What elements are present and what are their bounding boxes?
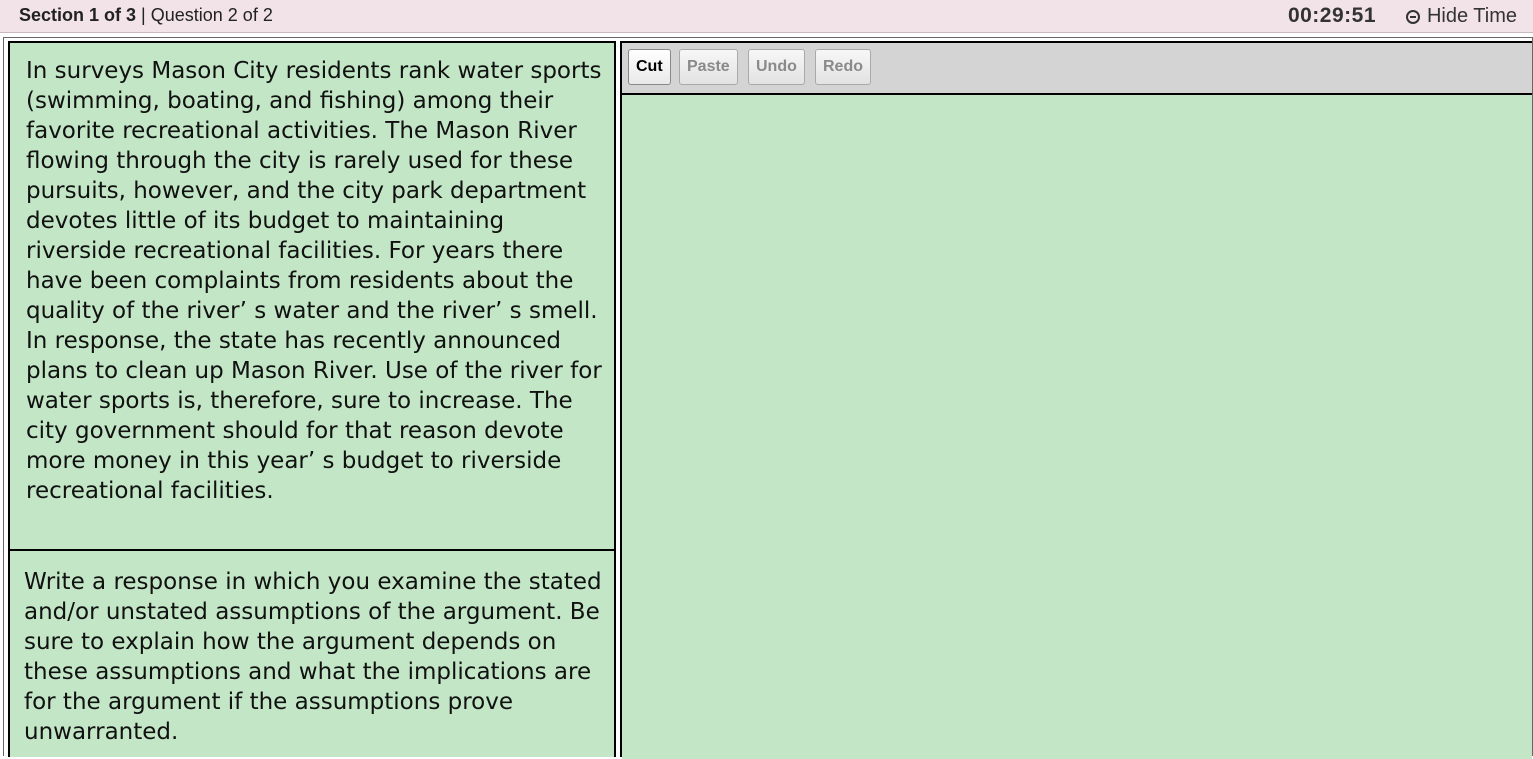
task-prompt: Write a response in which you examine the stated and/or unstated assumptions of the argument. Be sure to explain how the argument depends on these assumptions and what the implications are for the argument if the assumptions prove unwarranted.: [24, 569, 602, 745]
top-bar: [0, 0, 1533, 33]
cut-button[interactable]: Cut: [628, 49, 671, 85]
argument-passage: In surveys Mason City residents rank water sports (swimming, boating, and fishing) among their favorite recreational activities. The Mason River flowing through the city is rarely used for these pursuits, however, and the city park department devotes little of its budget to maintaining riverside recreational facilities. For years there have been complaints from residents about the quality of the river’ s water and the river’ s smell. In response, the state has recently announced plans to clean up Mason River. Use of the river for water sports is, therefore, sure to increase. The city government should for that reason devote more money in this year’ s budget to riverside recreational facilities.: [10, 43, 614, 551]
undo-button[interactable]: Undo: [748, 49, 805, 85]
section-progress: [19, 5, 273, 26]
minus-circle-icon: [1406, 10, 1420, 24]
hide-time-label: Hide Time: [1426, 5, 1517, 27]
main-area: [3, 37, 1533, 756]
response-panel: [620, 41, 1532, 757]
hide-time-button[interactable]: [1406, 5, 1517, 28]
question-panel: [8, 41, 616, 757]
timer: 00:29:51: [1287, 4, 1376, 27]
separator: |: [141, 5, 146, 25]
editor-toolbar: [622, 43, 1532, 95]
response-editor[interactable]: [622, 95, 1532, 759]
question-label: Question 2 of 2: [150, 5, 273, 25]
redo-button[interactable]: Redo: [815, 49, 871, 85]
section-label: Section 1 of 3: [19, 5, 137, 25]
paste-button[interactable]: Paste: [679, 49, 738, 85]
